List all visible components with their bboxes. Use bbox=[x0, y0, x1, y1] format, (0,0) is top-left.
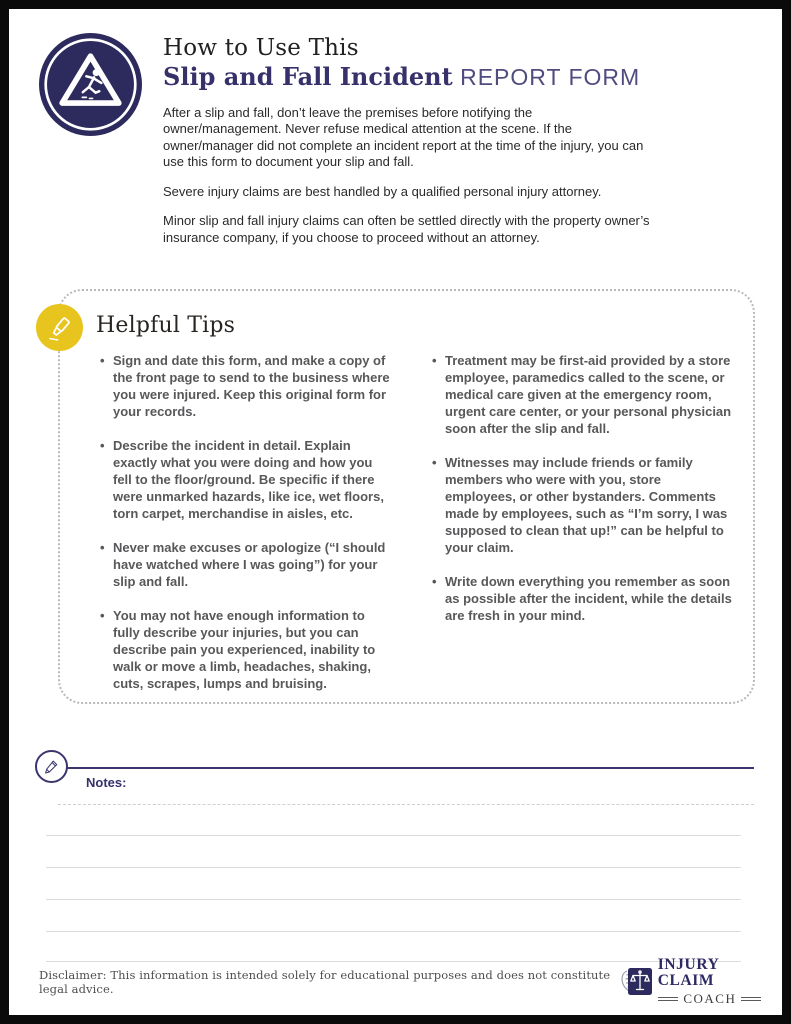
pencil-icon bbox=[35, 750, 68, 783]
notes-label: Notes: bbox=[86, 775, 127, 791]
logo-rule-right bbox=[741, 997, 761, 1001]
tips-columns bbox=[100, 352, 735, 709]
tip-item: • Write down everything you remember as soon as possible after the incident, while the details are fresh in your mind. bbox=[432, 573, 735, 624]
logo-brand-subname: COACH bbox=[683, 990, 737, 1006]
page-title-main: Slip and Fall Incident bbox=[163, 62, 453, 92]
header-text bbox=[163, 33, 663, 259]
highlighter-icon bbox=[36, 304, 83, 351]
slip-and-fall-warning-icon bbox=[39, 33, 142, 136]
page-title-kicker: How to Use This bbox=[163, 35, 359, 61]
notes-writing-line bbox=[46, 835, 741, 836]
footer bbox=[39, 957, 762, 1007]
intro-paragraphs bbox=[163, 105, 650, 247]
header bbox=[9, 9, 782, 259]
injury-claim-coach-logo bbox=[618, 957, 762, 1007]
tip-item: • Never make excuses or apologize (“I should have watched where I was going”) for your slip and fall. bbox=[100, 539, 393, 590]
notes-writing-line bbox=[46, 931, 741, 932]
tips-left-column bbox=[100, 352, 393, 709]
tip-item: • Treatment may be first-aid provided by a store employee, paramedics called to the scene, or medical care given at the emergency room, urgent care center, or your personal physician soon after the slip and fall. bbox=[432, 352, 735, 437]
document-page bbox=[9, 9, 782, 1015]
tip-item: • You may not have enough information to fully describe your injuries, but you can describe pain you experienced, inability to walk or move a limb, headaches, shaking, cuts, scrapes, lumps and bruising. bbox=[100, 607, 393, 692]
scales-of-justice-icon bbox=[618, 965, 654, 998]
page-title-suffix: REPORT FORM bbox=[452, 64, 641, 91]
intro-paragraph: Minor slip and fall injury claims can often be settled directly with the property owner’s insurance company, if you choose to proceed without an attorney. bbox=[163, 213, 650, 245]
notes-divider bbox=[60, 767, 754, 769]
tip-item: • Describe the incident in detail. Explain exactly what you were doing and how you fell to the floor/ground. Be specific if there were unmarked hazards, like ice, wet floors, torn carpet, merchandise in aisles, etc. bbox=[100, 437, 393, 522]
notes-writing-line bbox=[58, 804, 754, 805]
tips-right-column bbox=[432, 352, 735, 709]
tip-item: • Sign and date this form, and make a copy of the front page to send to the business where you were injured. Keep this original form for your records. bbox=[100, 352, 393, 420]
notes-writing-line bbox=[46, 899, 741, 900]
logo-text bbox=[658, 957, 762, 1007]
notes-section bbox=[9, 767, 782, 977]
notes-writing-line bbox=[46, 867, 741, 868]
logo-rule-left bbox=[658, 997, 678, 1001]
intro-paragraph: Severe injury claims are best handled by a qualified personal injury attorney. bbox=[163, 183, 602, 199]
logo-brand-name: INJURY CLAIM bbox=[657, 956, 719, 990]
disclaimer-text: Disclaimer: This information is intended solely for educational purposes and does not constitute legal advice. bbox=[39, 967, 611, 996]
tip-item: • Witnesses may include friends or family members who were with you, store employees, or other bystanders. Comments made by employees, such as “I’m sorry, I was supposed to clean that up!” can be helpful to your claim. bbox=[432, 454, 735, 556]
intro-paragraph: After a slip and fall, don’t leave the premises before notifying the owner/management. Never refuse medical attention at the scene. If the owner/manager did not complete an incident report at the time of the injury, you can use this form to document your slip and fall. bbox=[163, 104, 644, 170]
tips-heading: Helpful Tips bbox=[96, 313, 236, 339]
page-title bbox=[163, 64, 663, 90]
helpful-tips-panel bbox=[58, 289, 755, 704]
